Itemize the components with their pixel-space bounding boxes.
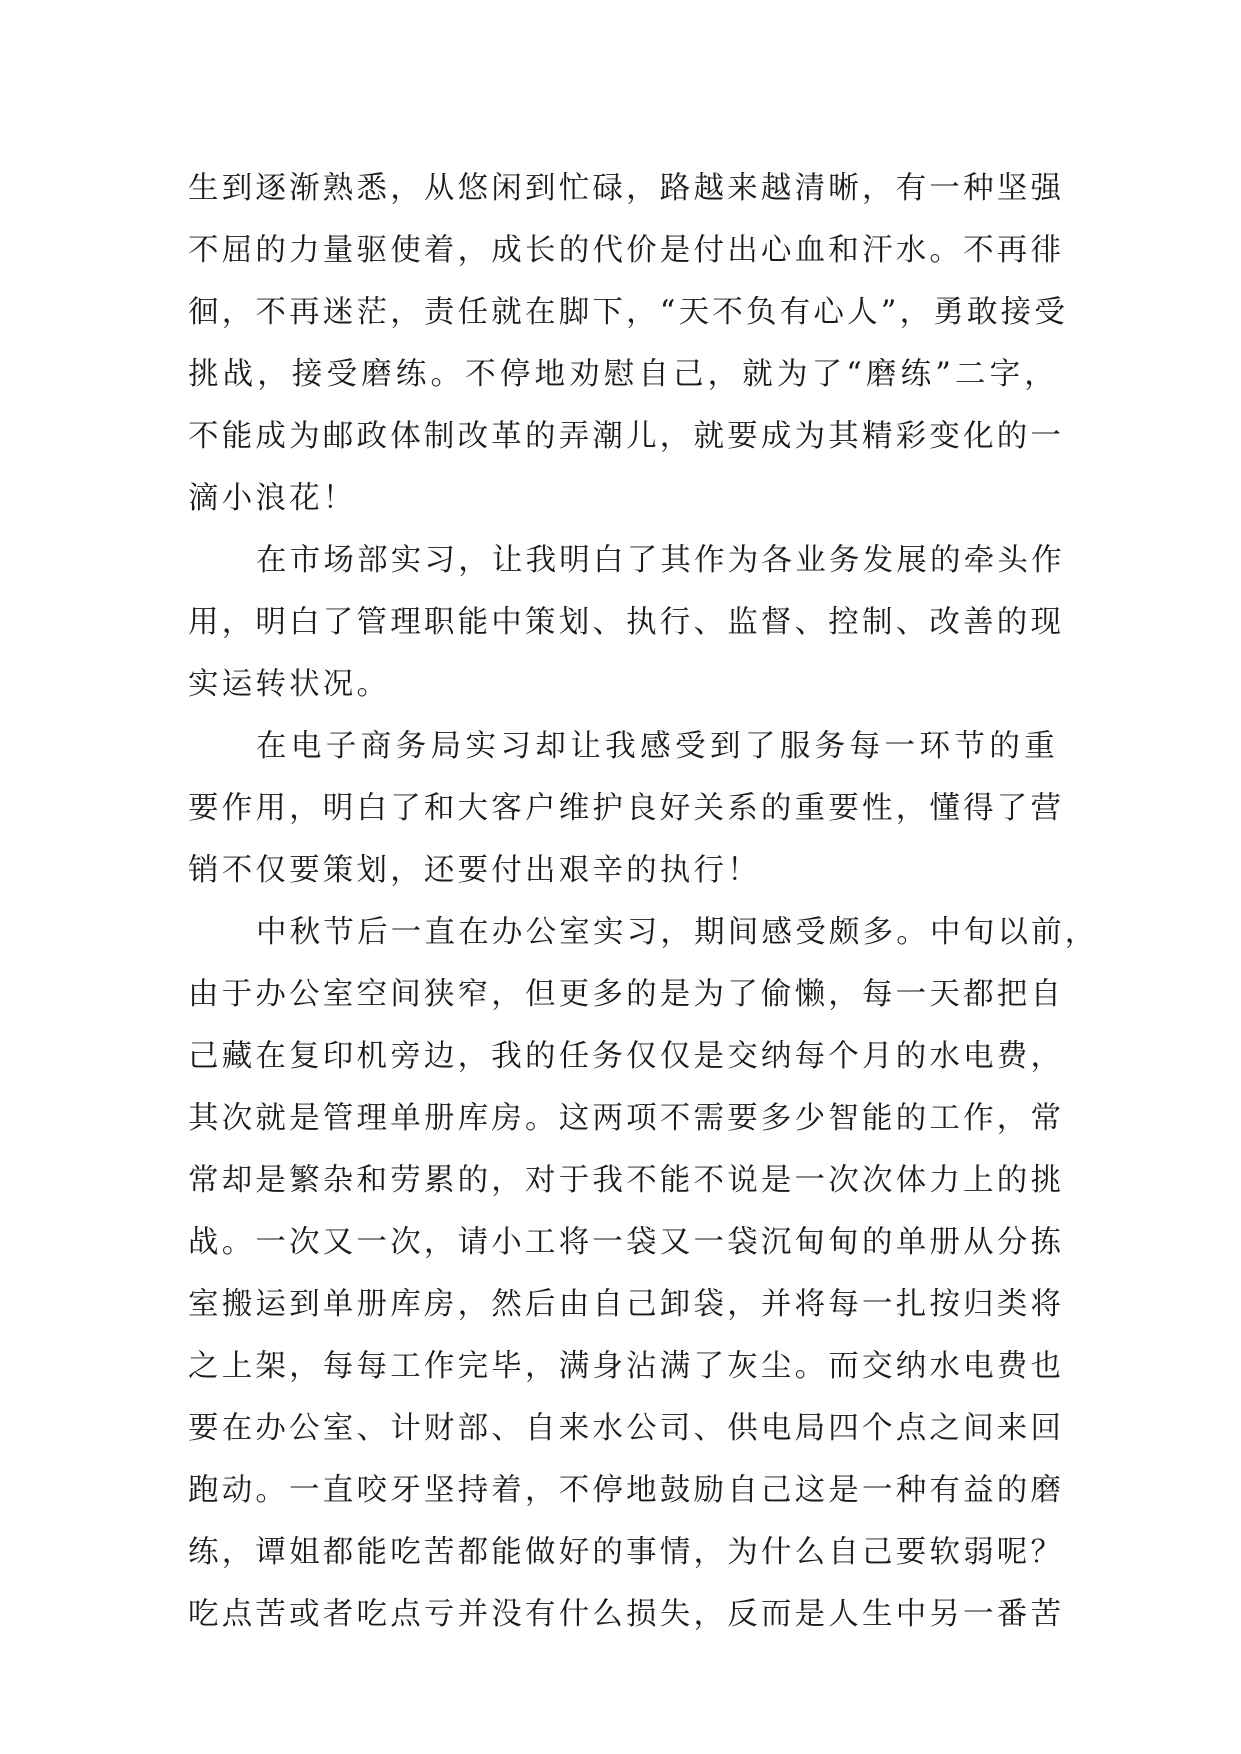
document-body	[188, 158, 1099, 1646]
text-line: 滴小浪花！	[188, 481, 357, 516]
text-line: 在电子商务局实习却让我感受到了服务每一环节的重	[256, 729, 1058, 764]
text-line: 吃点苦或者吃点亏并没有什么损失，反而是人生中另一番苦	[188, 1597, 1065, 1632]
text-line: 不能成为邮政体制改革的弄潮儿，就要成为其精彩变化的一	[188, 419, 1065, 454]
text-line: 之上架，每每工作完毕，满身沾满了灰尘。而交纳水电费也	[188, 1349, 1065, 1384]
text-line: 要作用，明白了和大客户维护良好关系的重要性，懂得了营	[188, 791, 1065, 826]
text-line: 实运转状况。	[188, 667, 391, 702]
text-line: 挑战，接受磨练。不停地劝慰自己，就为了“磨练”二字，	[188, 357, 1058, 392]
text-line: 中秋节后一直在办公室实习，期间感受颇多。中旬以前，	[256, 915, 1099, 950]
text-line: 生到逐渐熟悉，从悠闲到忙碌，路越来越清晰，有一种坚强	[188, 171, 1065, 206]
text-line: 跑动。一直咬牙坚持着，不停地鼓励自己这是一种有益的磨	[188, 1473, 1065, 1508]
text-line: 由于办公室空间狭窄，但更多的是为了偷懒，每一天都把自	[188, 977, 1065, 1012]
text-line: 练，谭姐都能吃苦都能做好的事情，为什么自己要软弱呢？	[188, 1535, 1065, 1570]
text-line: 徊，不再迷茫，责任就在脚下，“天不负有心人”，勇敢接受	[188, 295, 1069, 330]
text-line: 己藏在复印机旁边，我的任务仅仅是交纳每个月的水电费，	[188, 1039, 1065, 1074]
text-line: 用，明白了管理职能中策划、执行、监督、控制、改善的现	[188, 605, 1065, 640]
text-line: 不屈的力量驱使着，成长的代价是付出心血和汗水。不再徘	[188, 233, 1065, 268]
text-line: 要在办公室、计财部、自来水公司、供电局四个点之间来回	[188, 1411, 1065, 1446]
text-line: 在市场部实习，让我明白了其作为各业务发展的牵头作	[256, 543, 1065, 578]
text-line: 室搬运到单册库房，然后由自己卸袋，并将每一扎按归类将	[188, 1287, 1065, 1322]
text-line: 销不仅要策划，还要付出艰辛的执行！	[188, 853, 761, 888]
text-line: 常却是繁杂和劳累的，对于我不能不说是一次次体力上的挑	[188, 1163, 1065, 1198]
text-line: 战。一次又一次，请小工将一袋又一袋沉甸甸的单册从分拣	[188, 1225, 1065, 1260]
text-line: 其次就是管理单册库房。这两项不需要多少智能的工作，常	[188, 1101, 1065, 1136]
